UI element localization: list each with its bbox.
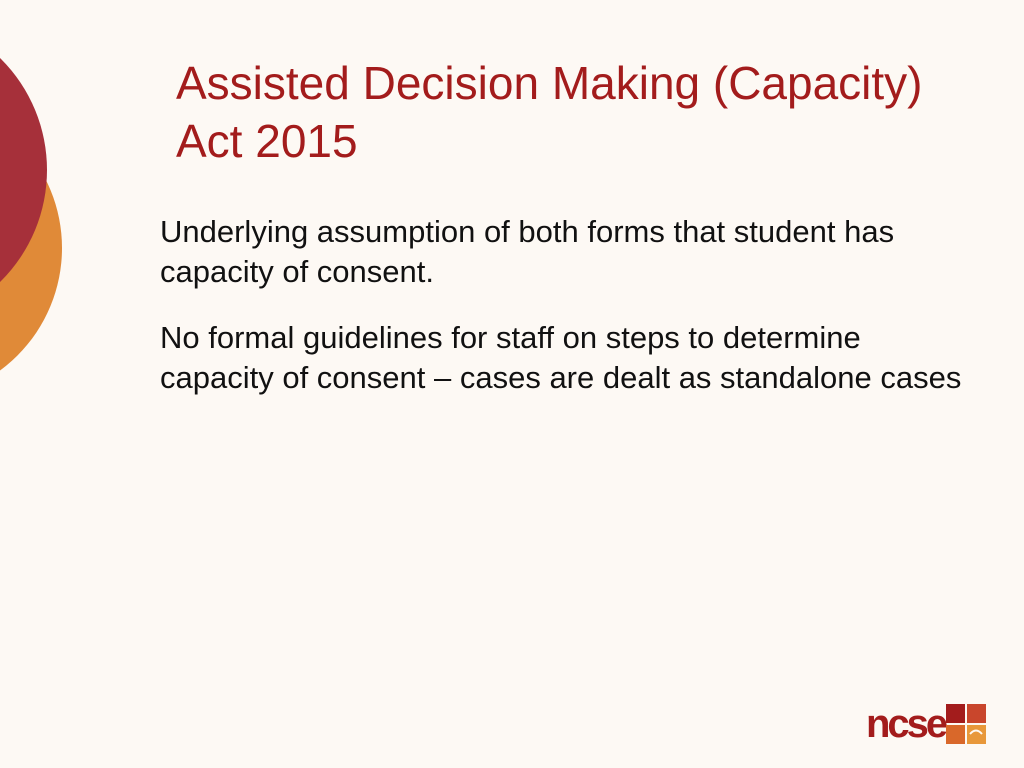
- ncse-logo: [866, 702, 986, 746]
- slide-title: [176, 54, 996, 170]
- logo-text: ncse: [866, 702, 946, 746]
- title-line-1: Assisted Decision Making (Capacity): [176, 57, 923, 109]
- title-line-2: Act 2015: [176, 115, 358, 167]
- paragraph-assumption: Underlying assumption of both forms that student has capacity of consent.: [160, 214, 895, 289]
- logo-grid-icon: [946, 704, 986, 744]
- decorative-circles: [0, 0, 80, 420]
- paragraph-guidelines: No formal guidelines for staff on steps to determine capacity of consent – cases are dealt as standalone cases: [160, 320, 962, 395]
- slide-body: [160, 212, 980, 424]
